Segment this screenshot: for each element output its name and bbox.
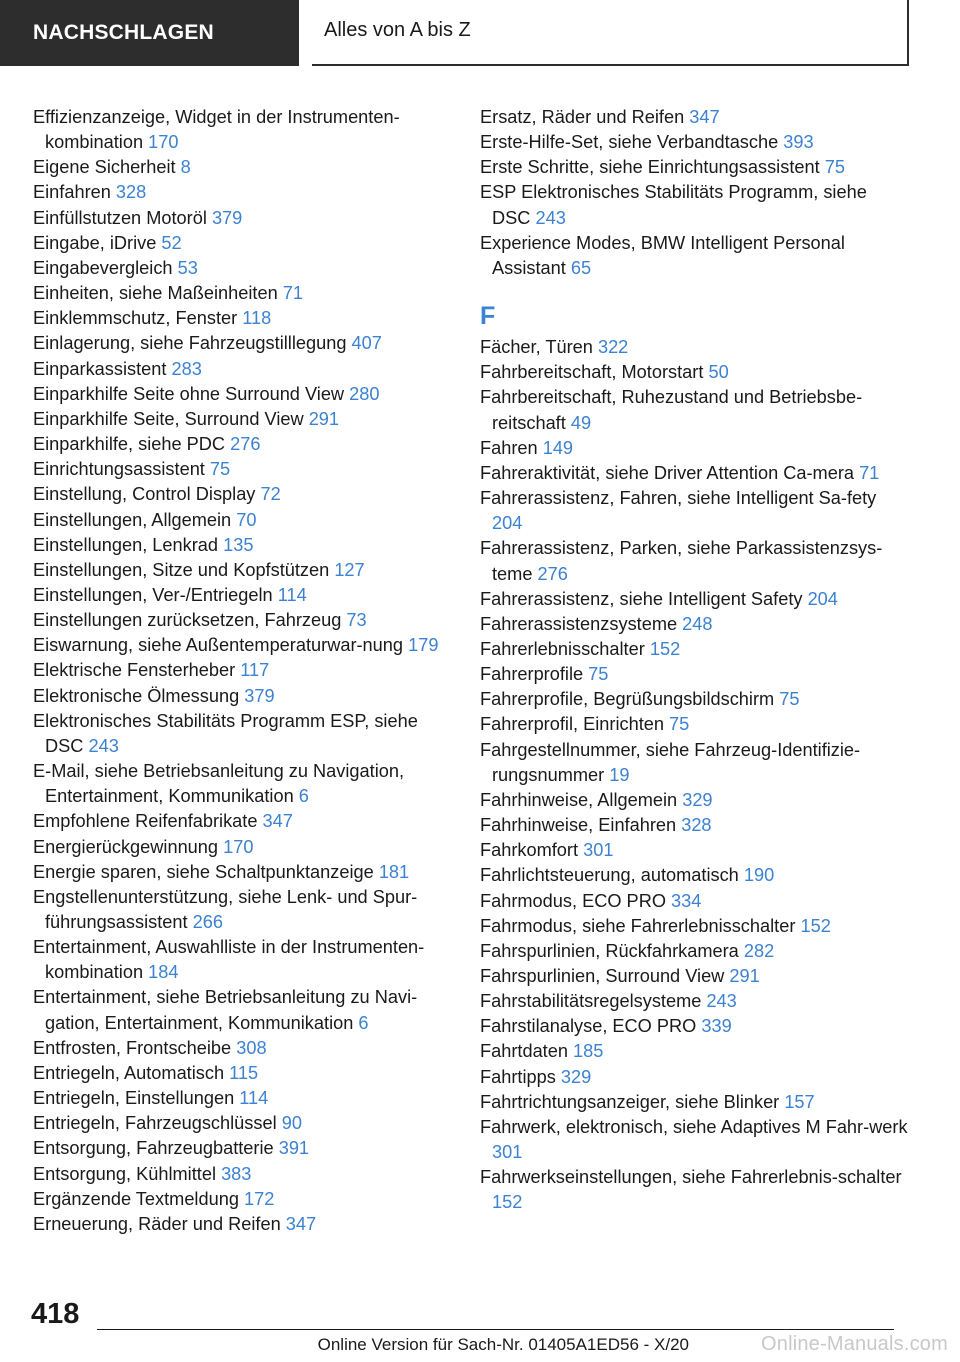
index-entry: [480, 130, 910, 155]
index-entry: [480, 461, 910, 486]
index-entry-label: ESP Elektronisches Stabilitäts Programm, siehe DSC: [480, 182, 867, 228]
page-reference-link[interactable]: 19: [609, 764, 630, 785]
index-entry-label: Entertainment, siehe Betriebsanleitung zu Navi-gation, Entertainment, Kommunikation: [33, 987, 418, 1033]
index-entry-label: Entertainment, Auswahlliste in der Instrumenten-kombination: [33, 937, 425, 983]
index-entry-label: Einrichtungsassistent: [33, 459, 205, 480]
page-reference-link[interactable]: 75: [209, 459, 231, 480]
page-reference-link[interactable]: 114: [239, 1088, 269, 1109]
index-entry-label: Fahrlichtsteuerung, automatisch: [480, 865, 739, 886]
page-reference-link[interactable]: 170: [148, 132, 179, 153]
index-entry-label: Einfüllstutzen Motoröl: [33, 207, 207, 228]
index-entry: [480, 335, 910, 360]
index-entry: [33, 457, 453, 482]
index-entry-label: Fahrspurlinien, Rückfahrkamera: [480, 940, 739, 961]
index-entry-label: Entsorgung, Fahrzeugbatterie: [33, 1138, 274, 1159]
index-entry: [33, 1187, 453, 1212]
index-entry: [33, 357, 453, 382]
letter-heading: F: [480, 302, 496, 331]
footer-divider: [97, 1329, 894, 1330]
index-entry-label: Entsorgung, Kühlmittel: [33, 1163, 216, 1184]
index-entry: [33, 684, 453, 709]
index-entry: [480, 813, 910, 838]
index-entry: [480, 989, 910, 1014]
index-entry-label: Elektronisches Stabilitäts Programm ESP, siehe DSC: [33, 710, 418, 756]
index-entry-label: Ergänzende Textmeldung: [33, 1188, 239, 1209]
index-entry-label: Fahrhinweise, Einfahren: [480, 815, 677, 836]
page-reference-link[interactable]: 75: [824, 157, 845, 178]
page-reference-link[interactable]: 329: [560, 1066, 592, 1087]
index-entry: [33, 482, 453, 507]
page-reference-link[interactable]: 6: [298, 786, 309, 807]
index-entry-label: Einstellungen zurücksetzen, Fahrzeug: [33, 610, 342, 631]
index-entry: [480, 587, 910, 612]
index-entry: [480, 486, 910, 536]
index-entry: [33, 860, 453, 885]
page-reference-link[interactable]: 172: [244, 1188, 275, 1209]
page-reference-link[interactable]: 75: [588, 664, 609, 685]
page-reference-link[interactable]: 329: [682, 789, 713, 810]
page-reference-link[interactable]: 190: [743, 865, 775, 886]
index-entry-label: Fahrerprofile, Begrüßungsbildschirm: [480, 689, 775, 710]
index-entry-label: Energierückgewinnung: [33, 836, 219, 857]
page-number: 418: [31, 1298, 80, 1330]
index-entry: [33, 885, 453, 935]
index-entry-label: Fahrbereitschaft, Motorstart: [480, 362, 704, 383]
page-reference-link[interactable]: 72: [260, 484, 281, 505]
page-reference-link[interactable]: 90: [281, 1113, 302, 1134]
index-entry-label: Effizienzanzeige, Widget in der Instrumenten-kombination: [33, 107, 400, 153]
page-reference-link[interactable]: 243: [535, 207, 566, 228]
page-reference-link[interactable]: 8: [180, 157, 191, 178]
page-reference-link[interactable]: 152: [649, 638, 681, 659]
index-group-e: [480, 105, 910, 281]
index-entry-label: Fahrstilanalyse, ECO PRO: [480, 1016, 697, 1037]
page-reference-link[interactable]: 280: [349, 383, 380, 404]
index-entry: [33, 382, 453, 407]
index-entry-label: Fahrwerk, elektronisch, siehe Adaptives M Fahr-werk: [480, 1116, 908, 1137]
index-entry: [480, 180, 910, 230]
page-reference-link[interactable]: 393: [783, 132, 814, 153]
page-reference-link[interactable]: 179: [408, 635, 439, 656]
index-entry-label: Fahrtdaten: [480, 1041, 568, 1062]
index-entry-label: Fahren: [480, 437, 538, 458]
page-reference-link[interactable]: 339: [701, 1016, 732, 1037]
page-reference-link[interactable]: 152: [492, 1192, 523, 1213]
index-entry-label: Erneuerung, Räder und Reifen: [33, 1213, 281, 1234]
index-entry-label: Fahrerprofile: [480, 664, 584, 685]
page-reference-link[interactable]: 383: [221, 1163, 252, 1184]
index-entry-label: Fahrstabilitätsregelsysteme: [480, 991, 702, 1012]
index-entry: [480, 155, 910, 180]
page-reference-link[interactable]: 170: [223, 836, 254, 857]
index-entry: [33, 759, 453, 809]
index-entry-label: Fahrmodus, ECO PRO: [480, 890, 666, 911]
index-entry: [480, 105, 910, 130]
index-entry: [480, 1014, 910, 1039]
index-entry: [33, 533, 453, 558]
page-reference-link[interactable]: 347: [689, 107, 720, 127]
page-reference-link[interactable]: 181: [378, 861, 410, 882]
index-entry-label: Einstellungen, Allgemein: [33, 509, 232, 530]
page-reference-link[interactable]: 328: [115, 182, 147, 203]
index-entry-label: E-Mail, siehe Betriebsanleitung zu Navigation, Entertainment, Kommunikation: [33, 761, 405, 807]
index-entry: [33, 155, 453, 180]
page-reference-link[interactable]: 149: [542, 437, 574, 458]
index-entry-label: Einstellung, Control Display: [33, 484, 256, 505]
index-entry-label: Einparkhilfe, siehe PDC: [33, 434, 226, 455]
index-entry: [480, 1065, 910, 1090]
index-entry: [33, 306, 453, 331]
index-entry: [33, 281, 453, 306]
index-entry: [33, 633, 453, 658]
index-entry: [33, 1111, 453, 1136]
index-entry: [33, 935, 453, 985]
index-entry-label: Fahrkomfort: [480, 840, 579, 861]
index-entry-label: Entriegeln, Einstellungen: [33, 1088, 235, 1109]
index-entry: [33, 206, 453, 231]
index-entry: [480, 612, 910, 637]
index-entry: [33, 1061, 453, 1086]
index-entry-label: Fahrspurlinien, Surround View: [480, 966, 725, 986]
index-entry: [33, 180, 453, 205]
page-reference-link[interactable]: 276: [230, 434, 261, 455]
page-reference-link[interactable]: 204: [807, 588, 838, 609]
page-reference-link[interactable]: 52: [161, 232, 182, 253]
page-reference-link[interactable]: 407: [351, 333, 382, 354]
page-reference-link[interactable]: 266: [192, 912, 223, 932]
page-reference-link[interactable]: 328: [681, 815, 712, 836]
page-reference-link[interactable]: 157: [784, 1091, 815, 1112]
index-entry-label: Fahrhinweise, Allgemein: [480, 789, 678, 810]
page-reference-link[interactable]: 115: [229, 1062, 259, 1083]
index-entry: [480, 231, 910, 281]
page-reference-link[interactable]: 291: [308, 408, 340, 429]
index-entry: [33, 508, 453, 533]
page-reference-link[interactable]: 70: [236, 509, 257, 530]
index-entry-label: Fahrtrichtungsanzeiger, siehe Blinker: [480, 1091, 780, 1112]
index-entry-label: Einparkhilfe Seite, Surround View: [33, 408, 304, 429]
index-entry-label: Einlagerung, siehe Fahrzeugstilllegung: [33, 333, 347, 354]
index-entry-label: Energie sparen, siehe Schaltpunktanzeige: [33, 861, 374, 882]
index-entry: [33, 835, 453, 860]
footer-text: Online Version für Sach-Nr. 01405A1ED56 - X/20: [317, 1335, 689, 1354]
index-entry-label: Einklemmschutz, Fenster: [33, 308, 238, 329]
index-entry: [33, 231, 453, 256]
index-entry-label: Entfrosten, Frontscheibe: [33, 1037, 232, 1058]
index-entry-label: Fahrerassistenz, Parken, siehe Parkassistenzsys-teme: [480, 538, 883, 584]
index-entry-label: Fahrerassistenz, Fahren, siehe Intelligent Sa-fety: [480, 488, 877, 509]
index-entry: [33, 1086, 453, 1111]
index-entry-label: Experience Modes, BMW Intelligent Personal Assistant: [480, 232, 845, 278]
index-entry-label: Fahrgestellnummer, siehe Fahrzeug-Identifizie-rungsnummer: [480, 739, 861, 785]
index-entry-label: Fahrwerkseinstellungen, siehe Fahrerlebnis-schalter: [480, 1167, 902, 1188]
page-reference-link[interactable]: 347: [285, 1213, 317, 1234]
index-entry: [480, 1165, 910, 1215]
index-entry-label: Fahrerprofil, Einrichten: [480, 714, 664, 735]
page-reference-link[interactable]: 114: [277, 584, 307, 605]
index-entry: [33, 658, 453, 683]
index-entry: [33, 709, 453, 759]
page-reference-link[interactable]: 50: [708, 362, 729, 383]
section-subtitle: Alles von A bis Z: [312, 0, 909, 66]
index-group-f: [480, 335, 910, 1215]
index-entry-label: Fahrmodus, siehe Fahrerlebnisschalter: [480, 915, 796, 936]
index-entry: [33, 558, 453, 583]
index-entry: [480, 838, 910, 863]
index-entry: [33, 432, 453, 457]
index-entry: [480, 385, 910, 435]
page-reference-link[interactable]: 379: [211, 207, 243, 228]
index-entry-label: Ersatz, Räder und Reifen: [480, 107, 685, 127]
section-tab: NACHSCHLAGEN: [0, 0, 299, 66]
page-reference-link[interactable]: 71: [859, 462, 880, 483]
index-entry: [33, 331, 453, 356]
page-reference-link[interactable]: 379: [244, 685, 275, 706]
index-entry: [480, 436, 910, 461]
index-entry: [33, 1212, 453, 1237]
page-reference-link[interactable]: 75: [669, 714, 690, 735]
index-entry: [480, 1039, 910, 1064]
page-reference-link[interactable]: 276: [537, 563, 568, 584]
index-entry-label: Einheiten, siehe Maßeinheiten: [33, 283, 278, 304]
page-reference-link[interactable]: 127: [334, 559, 365, 580]
index-entry-label: Einstellungen, Ver-/Entriegeln: [33, 584, 273, 605]
index-entry: [33, 256, 453, 281]
index-entry-label: Fahreraktivität, siehe Driver Attention Ca-mera: [480, 462, 854, 483]
index-entry-label: Erste Schritte, siehe Einrichtungsassistent: [480, 157, 820, 178]
index-entry-label: Einparkhilfe Seite ohne Surround View: [33, 383, 345, 404]
page-reference-link[interactable]: 322: [597, 337, 629, 358]
index-entry: [480, 687, 910, 712]
index-entry-label: Fahrtipps: [480, 1066, 556, 1087]
index-entry: [33, 608, 453, 633]
page-reference-link[interactable]: 49: [570, 412, 592, 433]
index-entry-label: Eingabevergleich: [33, 257, 173, 278]
page-reference-link[interactable]: 204: [492, 513, 523, 534]
index-entry: [480, 1090, 910, 1115]
index-entry-label: Fahrerassistenzsysteme: [480, 613, 678, 634]
page-reference-link[interactable]: 53: [177, 257, 198, 278]
page-reference-link[interactable]: 117: [240, 660, 270, 681]
index-entry-label: Entriegeln, Fahrzeugschlüssel: [33, 1113, 277, 1134]
index-entry-label: Empfohlene Reifenfabrikate: [33, 811, 258, 832]
page-reference-link[interactable]: 71: [282, 283, 303, 304]
index-entry: [480, 1115, 910, 1165]
index-entry: [480, 536, 910, 586]
index-entry: [33, 985, 453, 1035]
index-entry-label: Engstellenunterstützung, siehe Lenk- und Spur-führungsassistent: [33, 886, 418, 932]
index-entry: [33, 809, 453, 834]
index-entry: [480, 939, 910, 964]
page-reference-link[interactable]: 243: [88, 735, 119, 756]
index-entry: [480, 863, 910, 888]
index-entry: [480, 360, 910, 385]
index-entry-label: Eingabe, iDrive: [33, 232, 157, 253]
page-reference-link[interactable]: 308: [236, 1037, 267, 1058]
page-reference-link[interactable]: 75: [779, 689, 800, 710]
index-entry-label: Fahrerassistenz, siehe Intelligent Safety: [480, 588, 803, 609]
page-reference-link[interactable]: 391: [278, 1138, 310, 1159]
index-entry: [480, 788, 910, 813]
index-entry-label: Fahrbereitschaft, Ruhezustand und Betriebsbe-reitschaft: [480, 387, 863, 433]
index-entry: [480, 964, 910, 989]
index-entry: [480, 662, 910, 687]
index-column-right: [480, 105, 910, 1216]
index-entry-label: Einstellungen, Lenkrad: [33, 534, 219, 555]
index-entry-label: Eigene Sicherheit: [33, 157, 176, 178]
page-reference-link[interactable]: 334: [671, 890, 702, 911]
index-entry-label: Elektronische Ölmessung: [33, 685, 240, 706]
page-reference-link[interactable]: 65: [570, 257, 592, 278]
index-entry-label: Entriegeln, Automatisch: [33, 1062, 225, 1083]
index-entry-label: Einstellungen, Sitze und Kopfstützen: [33, 559, 330, 580]
index-entry: [33, 105, 453, 155]
index-entry: [480, 889, 910, 914]
index-entry: [480, 712, 910, 737]
index-entry-label: Einparkassistent: [33, 358, 167, 379]
page-reference-link[interactable]: 243: [706, 991, 737, 1012]
page-reference-link[interactable]: 282: [743, 940, 775, 961]
index-entry: [33, 1162, 453, 1187]
index-entry-label: Erste-Hilfe-Set, siehe Verbandtasche: [480, 132, 779, 153]
page-reference-link[interactable]: 347: [262, 811, 293, 832]
index-entry: [480, 738, 910, 788]
watermark: Online-Manuals.com: [760, 1333, 948, 1355]
page-reference-link[interactable]: 152: [800, 915, 831, 936]
index-entry-label: Fächer, Türen: [480, 337, 593, 358]
page-reference-link[interactable]: 184: [148, 962, 179, 983]
page-reference-link[interactable]: 73: [346, 610, 367, 631]
page-reference-link[interactable]: 283: [171, 358, 202, 379]
index-entry: [33, 1136, 453, 1161]
page-reference-link[interactable]: 185: [573, 1041, 604, 1062]
index-entry: [33, 407, 453, 432]
page-reference-link[interactable]: 291: [729, 966, 760, 986]
page-reference-link[interactable]: 301: [583, 840, 614, 861]
index-entry: [33, 1036, 453, 1061]
index-entry-label: Einfahren: [33, 182, 111, 203]
page-reference-link[interactable]: 248: [682, 613, 713, 634]
index-column-left: [33, 105, 453, 1237]
index-entry-label: Eiswarnung, siehe Außentemperaturwar-nung: [33, 635, 404, 656]
page-reference-link[interactable]: 118: [242, 308, 272, 329]
index-entry-label: Fahrerlebnisschalter: [480, 638, 645, 659]
index-entry-label: Elektrische Fensterheber: [33, 660, 236, 681]
page-header: [0, 0, 960, 66]
index-entry: [480, 914, 910, 939]
index-entry: [480, 637, 910, 662]
index-entry: [33, 583, 453, 608]
page-reference-link[interactable]: 301: [492, 1142, 523, 1163]
page-reference-link[interactable]: 6: [358, 1012, 369, 1033]
page-reference-link[interactable]: 135: [223, 534, 254, 555]
